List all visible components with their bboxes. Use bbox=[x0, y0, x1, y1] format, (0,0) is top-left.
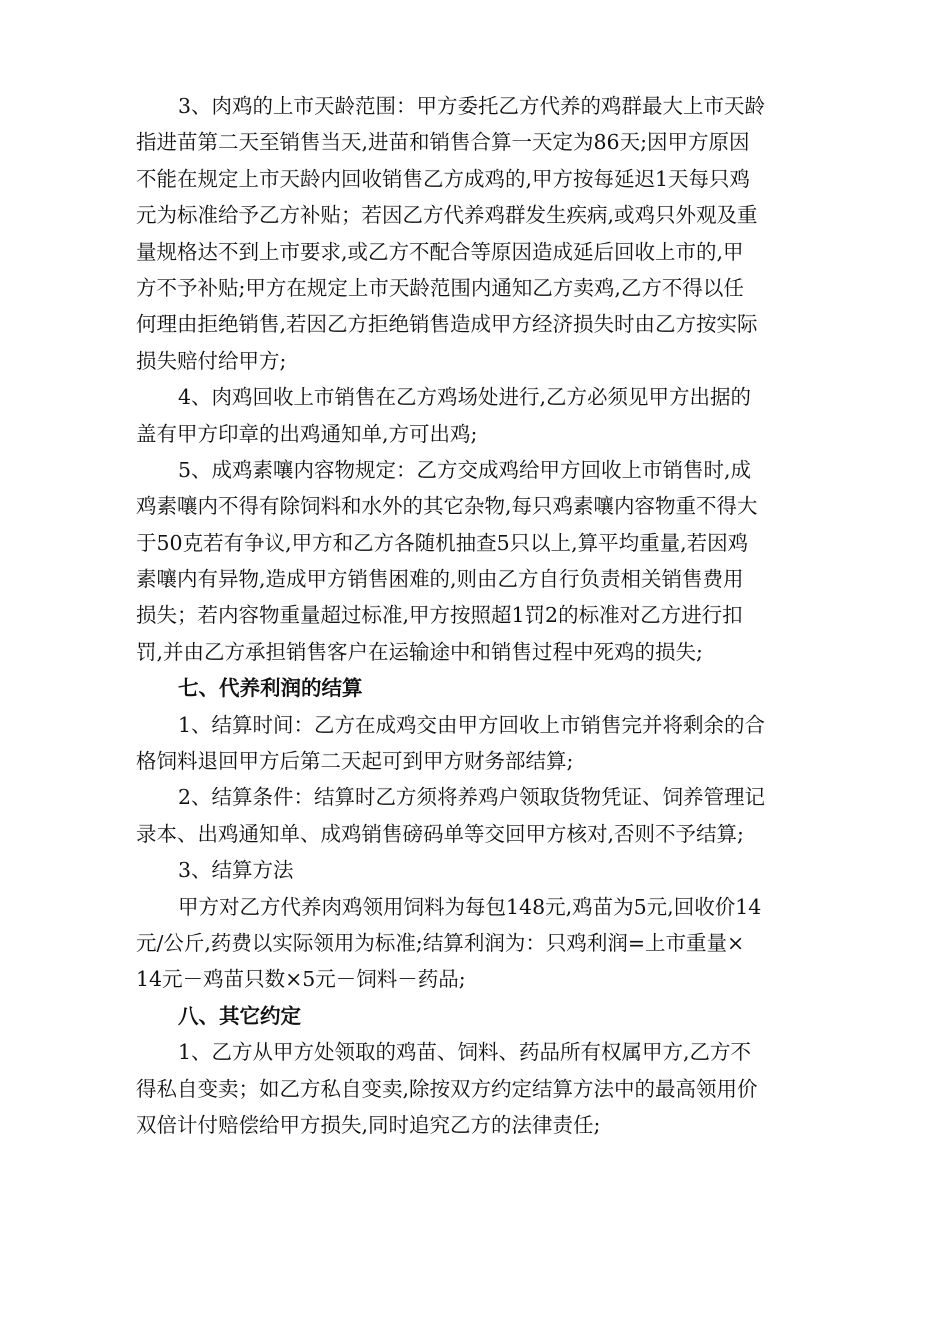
paragraph-line: 量规格达不到上市要求,或乙方不配合等原因造成延后回收上市的,甲 bbox=[136, 239, 744, 264]
paragraph-line: 指进苗第二天至销售当天,进苗和销售合算一天定为86天;因甲方原因 bbox=[136, 130, 750, 155]
paragraph-line: 方不予补贴;甲方在规定上市天龄范围内通知乙方卖鸡,乙方不得以任 bbox=[136, 275, 744, 300]
paragraph-line: 何理由拒绝销售,若因乙方拒绝销售造成甲方经济损失时由乙方按实际 bbox=[136, 312, 758, 337]
paragraph-line: 4、肉鸡回收上市销售在乙方鸡场处进行,乙方必须见甲方出据的 bbox=[178, 385, 752, 410]
paragraph-line: 3、肉鸡的上市天龄范围：甲方委托乙方代养的鸡群最大上市天龄 bbox=[178, 94, 766, 118]
paragraph-line: 素嚷内有异物,造成甲方销售困难的,则由乙方自行负责相关销售费用 bbox=[136, 567, 744, 592]
section-heading: 七、代养利润的结算 bbox=[178, 676, 363, 701]
paragraph-line: 14元－鸡苗只数×5元－饲料－药品; bbox=[136, 967, 466, 992]
paragraph-line: 盖有甲方印章的出鸡通知单,方可出鸡; bbox=[136, 421, 478, 446]
paragraph-line: 2、结算条件：结算时乙方须将养鸡户领取货物凭证、饲养管理记 bbox=[178, 785, 766, 810]
paragraph-line: 双倍计付赔偿给甲方损失,同时追究乙方的法律责任; bbox=[136, 1112, 601, 1137]
paragraph-line: 鸡素嚷内不得有除饲料和水外的其它杂物,每只鸡素嚷内容物重不得大 bbox=[136, 494, 758, 519]
paragraph-line: 1、结算时间：乙方在成鸡交由甲方回收上市销售完并将剩余的合 bbox=[178, 712, 766, 737]
paragraph-line: 于50克若有争议,甲方和乙方各随机抽查5只以上,算平均重量,若因鸡 bbox=[136, 530, 749, 555]
paragraph-line: 录本、出鸡通知单、成鸡销售磅码单等交回甲方核对,否则不予结算; bbox=[136, 821, 744, 846]
paragraph-line: 不能在规定上市天龄内回收销售乙方成鸡的,甲方按每延迟1天每只鸡 bbox=[136, 166, 751, 191]
section-heading: 八、其它约定 bbox=[178, 1003, 301, 1028]
paragraph-line: 罚,并由乙方承担销售客户在运输途中和销售过程中死鸡的损失; bbox=[136, 639, 703, 664]
paragraph-line: 1、乙方从甲方处领取的鸡苗、饲料、药品所有权属甲方,乙方不 bbox=[178, 1040, 752, 1065]
paragraph-line: 5、成鸡素嚷内容物规定：乙方交成鸡给甲方回收上市销售时,成 bbox=[178, 457, 752, 482]
paragraph-line: 甲方对乙方代养肉鸡领用饲料为每包148元,鸡苗为5元,回收价14 bbox=[178, 894, 762, 919]
paragraph-line: 得私自变卖；如乙方私自变卖,除按双方约定结算方法中的最高领用价 bbox=[136, 1076, 758, 1101]
paragraph-line: 损失；若内容物重量超过标准,甲方按照超1罚2的标准对乙方进行扣 bbox=[136, 603, 743, 628]
paragraph-line: 元为标准给予乙方补贴；若因乙方代养鸡群发生疾病,或鸡只外观及重 bbox=[136, 203, 758, 228]
paragraph-line: 元/公斤,药费以实际领用为标准;结算利润为：只鸡利润=上市重量× bbox=[136, 930, 745, 955]
paragraph-line: 3、结算方法 bbox=[178, 858, 294, 883]
contract-text-body bbox=[136, 88, 824, 1143]
paragraph-line: 损失赔付给甲方; bbox=[136, 348, 287, 373]
paragraph-line: 格饲料退回甲方后第二天起可到甲方财务部结算; bbox=[136, 749, 574, 774]
